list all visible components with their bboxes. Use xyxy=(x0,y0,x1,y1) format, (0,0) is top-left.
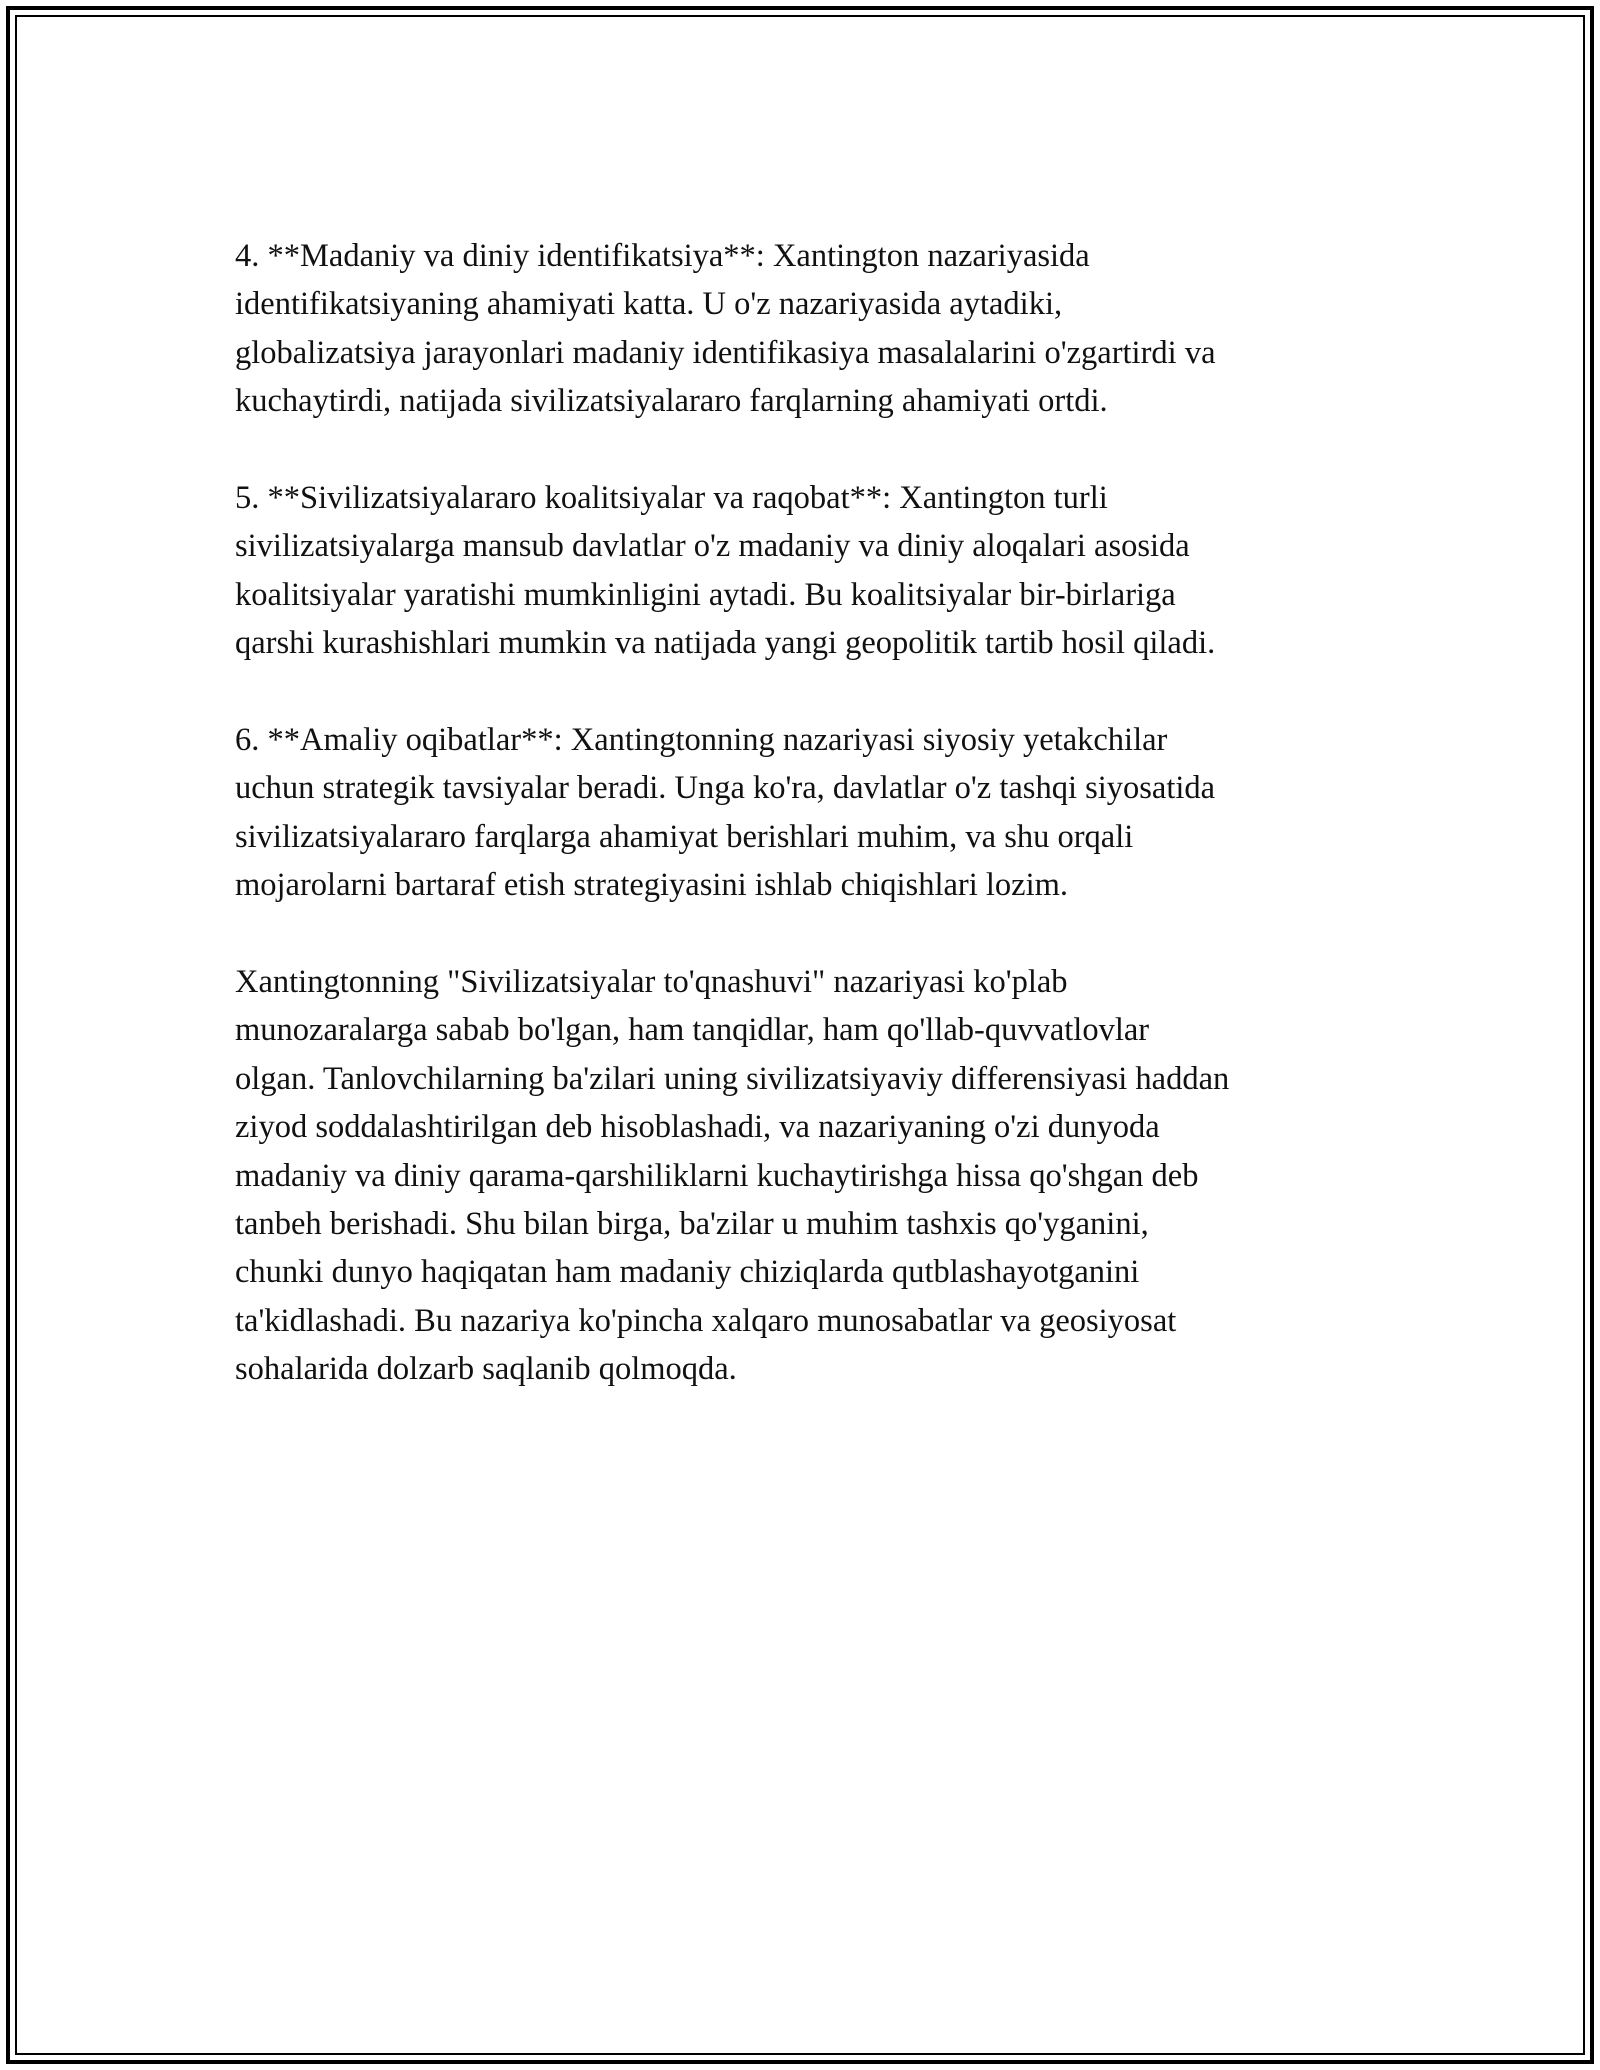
text-line: koalitsiyalar yaratishi mumkinligini aytadi. Bu koalitsiyalar bir-birlariga xyxy=(235,576,1176,613)
text-line: sivilizatsiyalarga mansub davlatlar o'z madaniy va diniy aloqalari asosida xyxy=(235,528,1190,565)
text-line: munozaralarga sabab bo'lgan, ham tanqidlar, ham qo'llab-quvvatlovlar xyxy=(235,1012,1150,1049)
text-line: globalizatsiya jarayonlari madaniy identifikasiya masalalarini o'zgartirdi va xyxy=(235,334,1216,371)
text-line: sohalarida dolzarb saqlanib qolmoqda. xyxy=(235,1351,737,1388)
text-line: mojarolarni bartaraf etish strategiyasini ishlab chiqishlari lozim. xyxy=(235,867,1069,904)
text-line: olgan. Tanlovchilarning ba'zilari uning sivilizatsiyaviy differensiyasi haddan xyxy=(235,1060,1230,1097)
text-line: qarshi kurashishlari mumkin va natijada yangi geopolitik tartib hosil qiladi. xyxy=(235,625,1216,662)
text-line: 6. **Amaliy oqibatlar**: Xantingtonning nazariyasi siyosiy yetakchilar xyxy=(235,722,1168,759)
paragraph-point-5 xyxy=(235,474,1375,668)
text-line: uchun strategik tavsiyalar beradi. Unga ko'ra, davlatlar o'z tashqi siyosatida xyxy=(235,770,1216,807)
paragraph-point-6 xyxy=(235,716,1375,910)
document-body xyxy=(235,232,1375,1442)
text-line: 5. **Sivilizatsiyalararo koalitsiyalar va raqobat**: Xantington turli xyxy=(235,480,1108,517)
text-line: ta'kidlashadi. Bu nazariya ko'pincha xalqaro munosabatlar va geosiyosat xyxy=(235,1302,1177,1339)
text-line: identifikatsiyaning ahamiyati katta. U o'z nazariyasida aytadiki, xyxy=(235,286,1063,323)
text-line: madaniy va diniy qarama-qarshiliklarni kuchaytirishga hissa qo'shgan deb xyxy=(235,1157,1199,1194)
paragraph-point-4 xyxy=(235,232,1375,426)
text-line: tanbeh berishadi. Shu bilan birga, ba'zilar u muhim tashxis qo'yganini, xyxy=(235,1206,1149,1243)
paragraph-conclusion xyxy=(235,958,1375,1394)
text-line: kuchaytirdi, natijada sivilizatsiyalararo farqlarning ahamiyati ortdi. xyxy=(235,383,1108,420)
text-line: chunki dunyo haqiqatan ham madaniy chiziqlarda qutblashayotganini xyxy=(235,1254,1140,1291)
text-line: Xantingtonning "Sivilizatsiyalar to'qnashuvi" nazariyasi ko'plab xyxy=(235,964,1068,1001)
text-line: 4. **Madaniy va diniy identifikatsiya**: Xantington nazariyasida xyxy=(235,238,1090,274)
text-line: sivilizatsiyalararo farqlarga ahamiyat berishlari muhim, va shu orqali xyxy=(235,818,1134,855)
text-line: ziyod soddalashtirilgan deb hisoblashadi, va nazariyaning o'zi dunyoda xyxy=(235,1109,1160,1146)
